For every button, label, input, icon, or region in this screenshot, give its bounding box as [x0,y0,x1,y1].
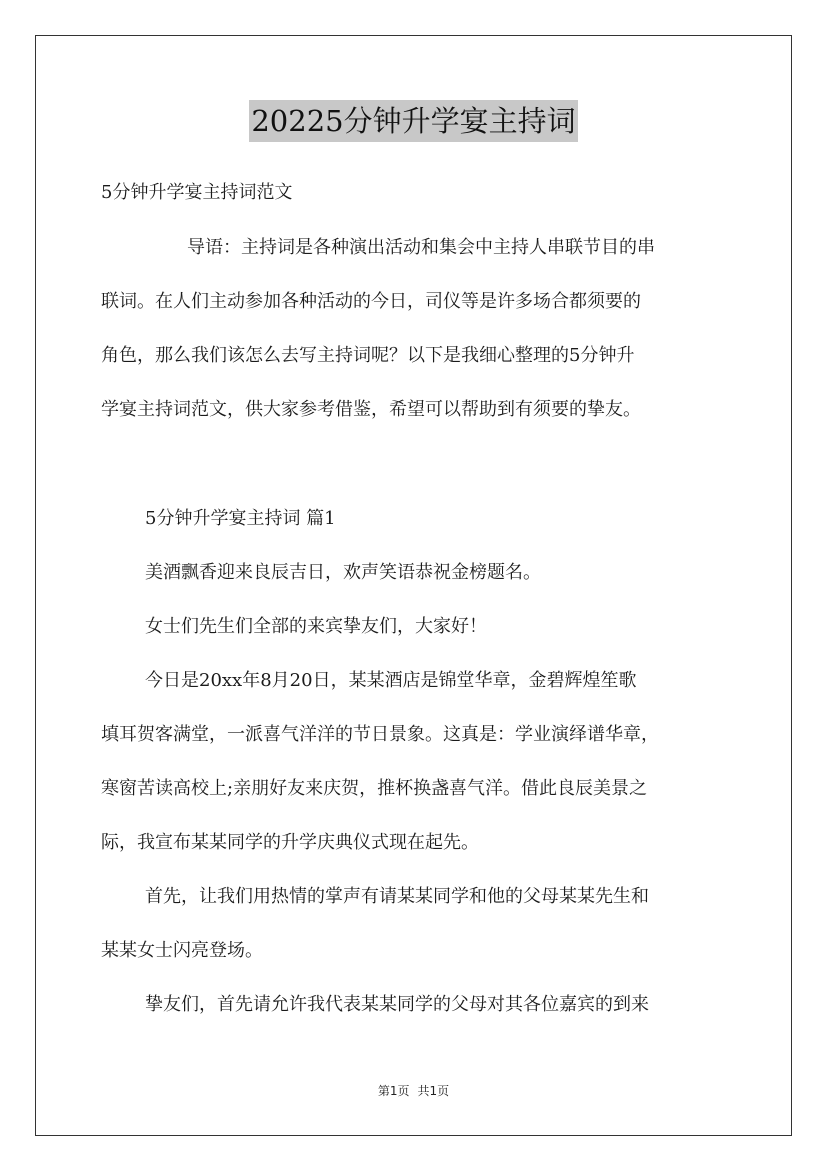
document-title: 20225分钟升学宴主持词 [249,100,577,142]
body-line: 首先，让我们用热情的掌声有请某某同学和他的父母某某先生和 [145,886,649,907]
section-heading: 5分钟升学宴主持词 篇1 [145,508,336,529]
body-line: 寒窗苦读高校上;亲朋好友来庆贺，推杯换盏喜气洋。借此良辰美景之 [101,778,648,799]
intro-line: 联词。在人们主动参加各种活动的今日，司仪等是许多场合都须要的 [101,291,641,312]
title-container [0,100,827,142]
body-line: 女士们先生们全部的来宾挚友们，大家好！ [145,616,487,637]
intro-line: 学宴主持词范文，供大家参考借鉴，希望可以帮助到有须要的挚友。 [101,399,641,420]
intro-line: 导语：主持词是各种演出活动和集会中主持人串联节目的串 [187,237,655,258]
body-line: 今日是20xx年8月20日，某某酒店是锦堂华章，金碧辉煌笙歌 [145,670,637,691]
page-footer [0,1083,827,1099]
body-line: 某某女士闪亮登场。 [101,940,263,961]
intro-line: 角色，那么我们该怎么去写主持词呢？以下是我细心整理的5分钟升 [101,345,635,366]
body-line: 际，我宣布某某同学的升学庆典仪式现在起先。 [101,832,479,853]
body-line: 美酒飘香迎来良辰吉日，欢声笑语恭祝金榜题名。 [145,562,541,583]
body-line: 填耳贺客满堂，一派喜气洋洋的节日景象。这真是：学业演绎谱华章， [101,724,659,745]
page-number: 第1页 [377,1084,410,1098]
page-total: 共1页 [417,1084,450,1098]
body-line: 挚友们，首先请允许我代表某某同学的父母对其各位嘉宾的到来 [145,994,649,1015]
document-subtitle: 5分钟升学宴主持词范文 [101,182,293,203]
